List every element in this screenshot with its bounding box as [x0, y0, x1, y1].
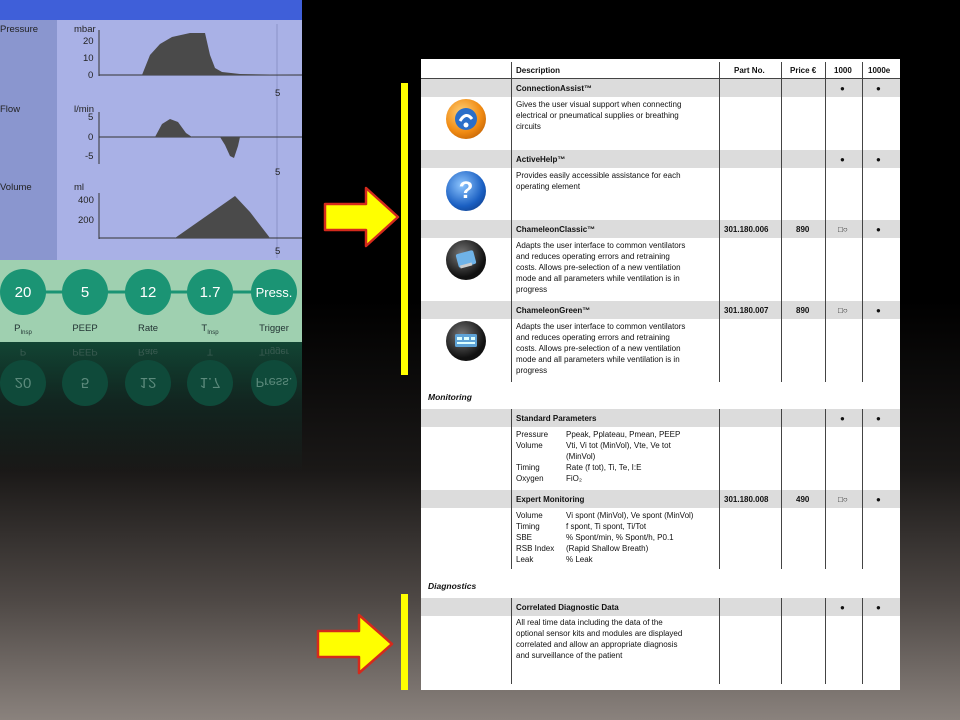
param-key: Volume [516, 511, 543, 520]
reflect-tinsp-label: T [207, 346, 213, 357]
bottom-arrow-icon [318, 615, 392, 673]
header-1000e: 1000e [868, 66, 891, 75]
pressure-tick: 0 [88, 70, 94, 81]
col-line [719, 409, 720, 569]
header-price: Price € [790, 66, 817, 75]
row-title: ConnectionAssist™ [516, 84, 593, 93]
pressure-label: Pressure [0, 24, 39, 35]
row-shade [421, 79, 900, 97]
availability-1000: ● [840, 414, 845, 423]
availability-1000: □○ [838, 306, 848, 315]
pinsp-knob[interactable]: 20 [0, 269, 46, 315]
param-value: (Rapid Shallow Breath) [566, 544, 649, 553]
part-number: 301.180.006 [724, 225, 769, 234]
pressure-time-mark: 5 [275, 88, 281, 99]
availability-1000: □○ [838, 225, 848, 234]
col-line [511, 598, 512, 684]
col-line [719, 62, 720, 382]
param-value: f spont, Ti spont, Ti/Tot [566, 522, 647, 531]
availability-1000: □○ [838, 495, 848, 504]
availability-1000e: ● [876, 603, 881, 612]
row-desc-line: Gives the user visual support when connecting [516, 100, 682, 109]
row-desc-line: and reduces operating errors and retraining [516, 333, 670, 342]
peep-knob[interactable]: 5 [62, 269, 108, 315]
reflect-rate-knob: 12 [125, 360, 171, 406]
row-title: Correlated Diagnostic Data [516, 603, 619, 612]
param-key: Pressure [516, 430, 549, 439]
row-shade [421, 490, 900, 508]
rate-label: Rate [137, 323, 159, 334]
flow-unit: l/min [74, 104, 95, 115]
price: 890 [796, 225, 810, 234]
row-desc-line: and reduces operating errors and retraining [516, 252, 670, 261]
header-rule [421, 78, 900, 79]
price: 890 [796, 306, 810, 315]
top-highlight-bar [401, 83, 408, 375]
reflect-peep-label: PEEP [72, 346, 98, 357]
param-value: Vi spont (MinVol), Ve spont (MinVol) [566, 511, 694, 520]
rate-knob[interactable]: 12 [125, 269, 171, 315]
flow-tick: 5 [88, 112, 94, 123]
row-desc-line: optional sensor kits and modules are displayed [516, 629, 683, 638]
chameleon-classic-icon [446, 240, 486, 280]
reflect-trigger-label: Trigger [259, 346, 289, 357]
availability-1000: ● [840, 84, 845, 93]
param-value: Rate (f tot), Ti, Te, I:E [566, 463, 642, 472]
availability-1000e: ● [876, 495, 881, 504]
trigger-label: Trigger [259, 323, 289, 334]
reflect-peep-knob: 5 [62, 360, 108, 406]
param-value: (MinVol) [566, 452, 596, 461]
row-shade [421, 301, 900, 319]
col-line [781, 62, 782, 382]
col-line [511, 62, 512, 382]
row-title: Standard Parameters [516, 414, 597, 423]
param-value: Ppeak, Pplateau, Pmean, PEEP [566, 430, 681, 439]
row-shade [421, 220, 900, 238]
row-shade [421, 598, 900, 616]
row-title: Expert Monitoring [516, 495, 585, 504]
col-line [719, 598, 720, 684]
volume-tick: 400 [78, 195, 94, 206]
param-value: FiO₂ [566, 474, 582, 483]
col-line [862, 598, 863, 684]
connection-assist-icon [446, 99, 486, 139]
pressure-tick: 10 [83, 53, 94, 64]
flow-time-mark: 5 [275, 167, 281, 178]
param-key: SBE [516, 533, 533, 542]
bottom-highlight-bar [401, 594, 408, 690]
param-key: Oxygen [516, 474, 544, 483]
col-line [825, 409, 826, 569]
volume-tick: 200 [78, 215, 94, 226]
header-part-no: Part No. [734, 66, 765, 75]
param-value: % Leak [566, 555, 593, 564]
reflect-trigger-knob: Press. [251, 360, 297, 406]
availability-1000e: ● [876, 225, 881, 234]
volume-time-mark: 5 [275, 246, 281, 257]
param-value: % Spont/min, % Spont/h, P0.1 [566, 533, 674, 542]
row-desc-line: costs. Allows pre-selection of a new ventilation [516, 344, 681, 353]
row-desc-line: mode and all parameters while ventilation is in [516, 355, 680, 364]
row-title: ActiveHelp™ [516, 155, 566, 164]
header-description: Description [516, 66, 561, 75]
col-line [781, 598, 782, 684]
peep-label: PEEP [72, 323, 98, 334]
col-line [825, 62, 826, 382]
pressure-unit: mbar [74, 24, 96, 35]
trigger-knob[interactable]: Press. [251, 269, 297, 315]
header-1000: 1000 [834, 66, 852, 75]
part-number: 301.180.008 [724, 495, 769, 504]
row-desc-line: Adapts the user interface to common ventilators [516, 322, 686, 331]
availability-1000: ● [840, 603, 845, 612]
part-number: 301.180.007 [724, 306, 769, 315]
row-desc-line: progress [516, 366, 548, 375]
row-desc-line: costs. Allows pre-selection of a new ventilation [516, 263, 681, 272]
row-shade [421, 409, 900, 427]
availability-1000: ● [840, 155, 845, 164]
chameleon-green-icon [446, 321, 486, 361]
options-table-document [421, 59, 900, 690]
availability-1000e: ● [876, 306, 881, 315]
reflect-rate-label: Rate [137, 346, 159, 357]
row-title: ChameleonGreen™ [516, 306, 591, 315]
col-line [781, 409, 782, 569]
param-key: Timing [516, 522, 540, 531]
pressure-tick: 20 [83, 36, 94, 47]
col-line [862, 409, 863, 569]
reflect-pinsp-label: P [19, 346, 27, 357]
row-desc-line: correlated and allow an appropriate diagnosis [516, 640, 678, 649]
row-desc-line: and surveillance of the patient [516, 651, 623, 660]
flow-tick: 0 [88, 132, 94, 143]
param-value: Vti, Vi tot (MinVol), Vte, Ve tot [566, 441, 671, 450]
param-key: RSB Index [516, 544, 555, 553]
tinsp-label: $T_{Insp}$ [201, 323, 219, 336]
param-key: Timing [516, 463, 540, 472]
section-monitoring: Monitoring [428, 392, 472, 402]
volume-label: Volume [0, 182, 32, 193]
row-desc-line: operating element [516, 182, 581, 191]
col-line [825, 598, 826, 684]
row-desc-line: Adapts the user interface to common ventilators [516, 241, 686, 250]
reflect-pinsp-knob: 20 [0, 360, 46, 406]
volume-unit: ml [74, 182, 85, 193]
row-title: ChameleonClassic™ [516, 225, 596, 234]
row-desc-line: All real time data including the data of the [516, 618, 663, 627]
tinsp-knob[interactable]: 1.7 [187, 269, 233, 315]
row-desc-line: mode and all parameters while ventilation is in [516, 274, 680, 283]
row-desc-line: progress [516, 285, 548, 294]
row-desc-line: circuits [516, 122, 541, 131]
price: 490 [796, 495, 810, 504]
param-key: Volume [516, 441, 543, 450]
availability-1000e: ● [876, 155, 881, 164]
col-line [862, 62, 863, 382]
section-diagnostics: Diagnostics [428, 581, 477, 591]
row-desc-line: electrical or pneumatical supplies or breathing [516, 111, 679, 120]
flow-label: Flow [0, 104, 21, 115]
help-icon: ? [446, 171, 486, 211]
pinsp-label: $P_{Insp}$ [14, 323, 32, 336]
param-key: Leak [516, 555, 534, 564]
top-arrow-icon [325, 188, 398, 246]
reflect-tinsp-knob: 1.7 [187, 360, 233, 406]
row-desc-line: Provides easily accessible assistance for each [516, 171, 681, 180]
flow-tick: -5 [85, 151, 94, 162]
col-line [511, 409, 512, 569]
row-shade [421, 150, 900, 168]
availability-1000e: ● [876, 84, 881, 93]
availability-1000e: ● [876, 414, 881, 423]
